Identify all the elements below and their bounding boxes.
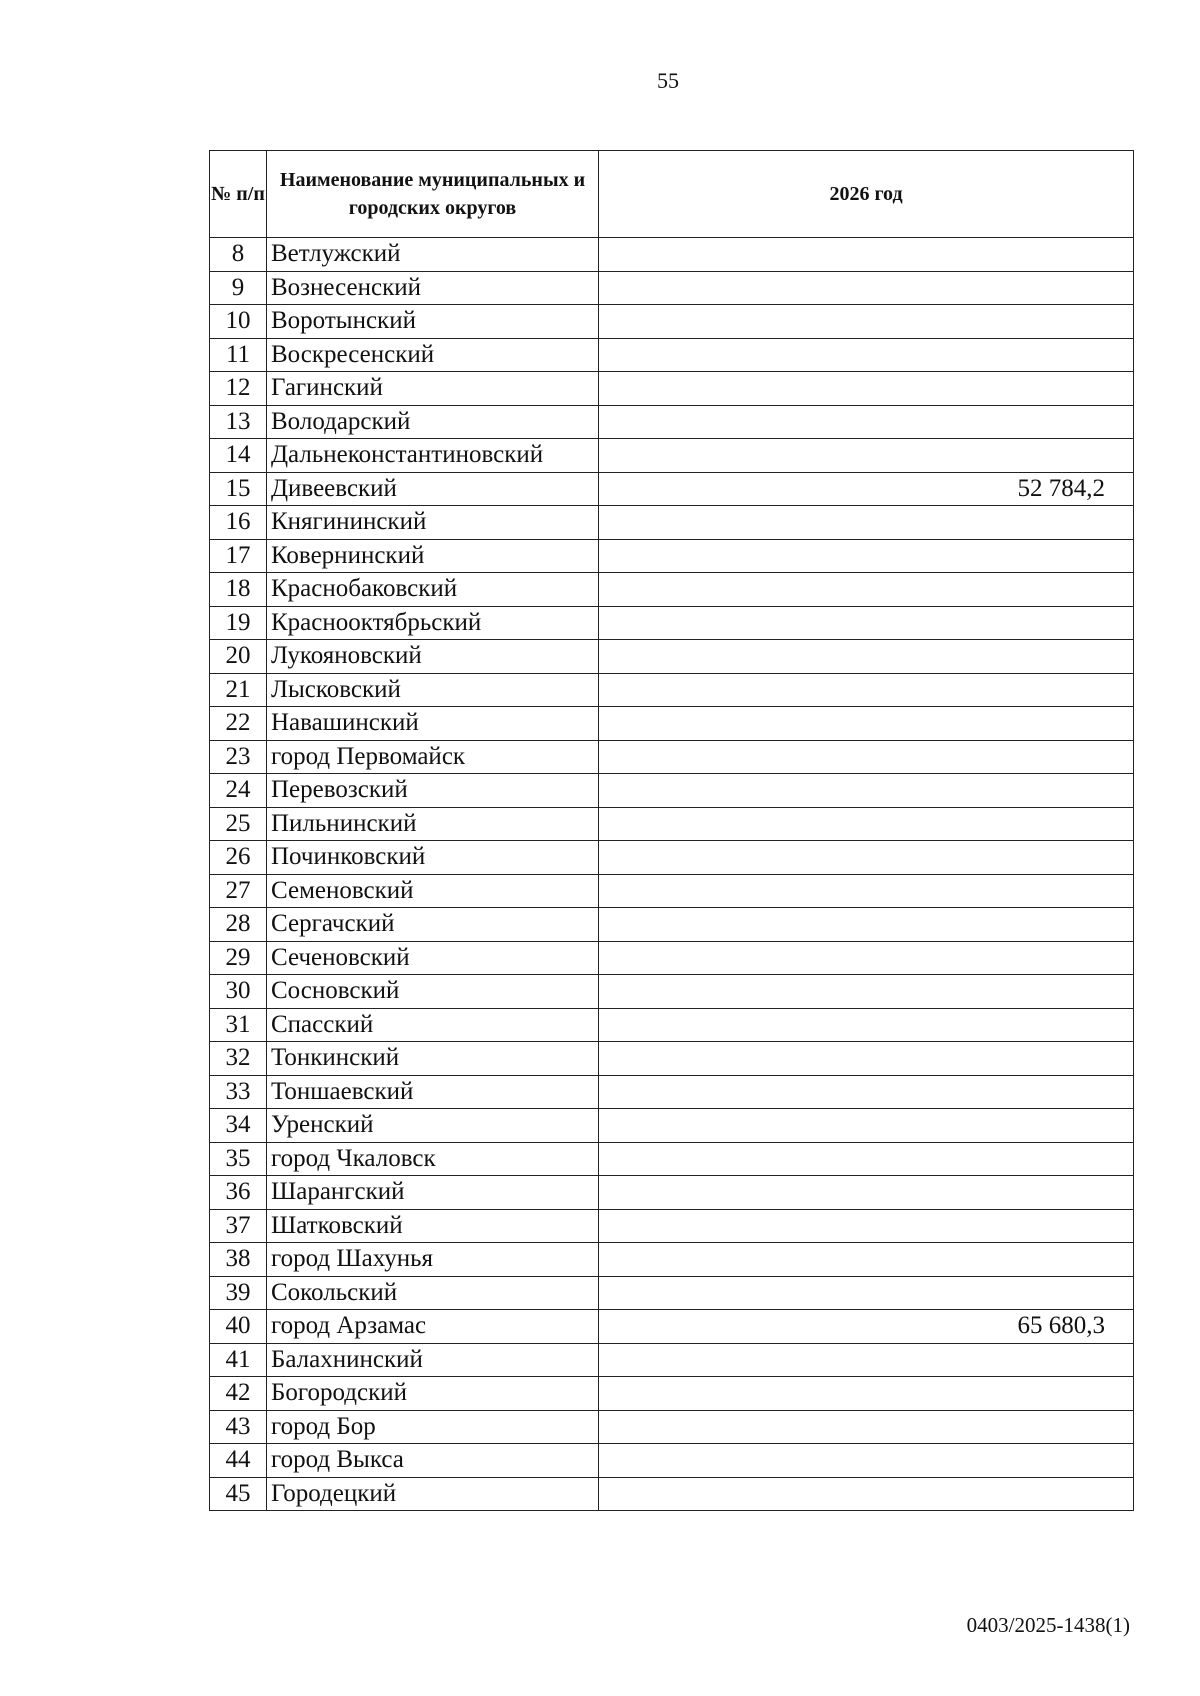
row-number: 24 xyxy=(210,774,267,808)
row-number: 27 xyxy=(210,874,267,908)
row-value xyxy=(599,1343,1134,1377)
table-row xyxy=(210,640,1134,674)
row-name: Дальнеконстантиновский xyxy=(267,439,599,473)
row-value xyxy=(599,238,1134,272)
row-number: 41 xyxy=(210,1343,267,1377)
row-number: 36 xyxy=(210,1176,267,1210)
row-value xyxy=(599,740,1134,774)
row-number: 28 xyxy=(210,908,267,942)
row-name: Княгининский xyxy=(267,506,599,540)
row-value xyxy=(599,1042,1134,1076)
row-name: Сокольский xyxy=(267,1276,599,1310)
row-value xyxy=(599,874,1134,908)
row-value xyxy=(599,707,1134,741)
row-value xyxy=(599,1377,1134,1411)
row-name: Вознесенский xyxy=(267,271,599,305)
row-name: Спасский xyxy=(267,1008,599,1042)
row-name: Гагинский xyxy=(267,372,599,406)
table-row xyxy=(210,1142,1134,1176)
table-row xyxy=(210,1209,1134,1243)
table-row xyxy=(210,1109,1134,1143)
row-name: Воротынский xyxy=(267,305,599,339)
row-name: Городецкий xyxy=(267,1477,599,1511)
row-value xyxy=(599,305,1134,339)
document-code: 0403/2025-1438(1) xyxy=(966,1613,1130,1637)
row-name: Балахнинский xyxy=(267,1343,599,1377)
row-name: город Чкаловск xyxy=(267,1142,599,1176)
table-row xyxy=(210,774,1134,808)
row-number: 13 xyxy=(210,405,267,439)
table-row xyxy=(210,1444,1134,1478)
row-number: 18 xyxy=(210,573,267,607)
table-row xyxy=(210,1310,1134,1344)
row-name: Починковский xyxy=(267,841,599,875)
row-name: Уренский xyxy=(267,1109,599,1143)
row-value xyxy=(599,1008,1134,1042)
row-number: 29 xyxy=(210,941,267,975)
row-name: Лукояновский xyxy=(267,640,599,674)
row-name: Сосновский xyxy=(267,975,599,1009)
table-header-row xyxy=(210,151,1134,238)
row-value xyxy=(599,1410,1134,1444)
row-value xyxy=(599,1209,1134,1243)
row-name: город Шахунья xyxy=(267,1243,599,1277)
row-name: Богородский xyxy=(267,1377,599,1411)
row-value xyxy=(599,807,1134,841)
row-number: 45 xyxy=(210,1477,267,1511)
table-row xyxy=(210,673,1134,707)
table-row xyxy=(210,606,1134,640)
table-row xyxy=(210,1477,1134,1511)
table-row xyxy=(210,807,1134,841)
row-number: 44 xyxy=(210,1444,267,1478)
row-number: 21 xyxy=(210,673,267,707)
row-value xyxy=(599,1276,1134,1310)
row-value xyxy=(599,841,1134,875)
row-number: 19 xyxy=(210,606,267,640)
row-name: Ветлужский xyxy=(267,238,599,272)
row-value xyxy=(599,1075,1134,1109)
table-row xyxy=(210,841,1134,875)
table-row xyxy=(210,1176,1134,1210)
table-row xyxy=(210,1243,1134,1277)
row-value xyxy=(599,573,1134,607)
row-value xyxy=(599,1109,1134,1143)
row-name: город Арзамас xyxy=(267,1310,599,1344)
row-name: Пильнинский xyxy=(267,807,599,841)
row-name: Воскресенский xyxy=(267,338,599,372)
row-value xyxy=(599,539,1134,573)
row-value xyxy=(599,1142,1134,1176)
row-number: 30 xyxy=(210,975,267,1009)
row-value xyxy=(599,338,1134,372)
header-number: № п/п xyxy=(210,151,267,238)
row-number: 11 xyxy=(210,338,267,372)
row-number: 40 xyxy=(210,1310,267,1344)
row-name: Перевозский xyxy=(267,774,599,808)
table-row xyxy=(210,305,1134,339)
row-number: 10 xyxy=(210,305,267,339)
table-row xyxy=(210,874,1134,908)
row-number: 42 xyxy=(210,1377,267,1411)
row-value xyxy=(599,439,1134,473)
row-number: 38 xyxy=(210,1243,267,1277)
row-number: 17 xyxy=(210,539,267,573)
row-name: Навашинский xyxy=(267,707,599,741)
row-name: Ковернинский xyxy=(267,539,599,573)
row-name: Володарский xyxy=(267,405,599,439)
row-value xyxy=(599,908,1134,942)
row-number: 12 xyxy=(210,372,267,406)
table-row xyxy=(210,1075,1134,1109)
table-row xyxy=(210,472,1134,506)
row-number: 25 xyxy=(210,807,267,841)
row-value xyxy=(599,405,1134,439)
table-row xyxy=(210,1276,1134,1310)
row-value xyxy=(599,640,1134,674)
row-name: Сергачский xyxy=(267,908,599,942)
row-value xyxy=(599,1444,1134,1478)
row-name: Тоншаевский xyxy=(267,1075,599,1109)
row-value: 65 680,3 xyxy=(599,1310,1134,1344)
row-name: Шатковский xyxy=(267,1209,599,1243)
table-row xyxy=(210,1042,1134,1076)
row-value xyxy=(599,271,1134,305)
table-row xyxy=(210,271,1134,305)
row-name: Краснобаковский xyxy=(267,573,599,607)
row-value xyxy=(599,1477,1134,1511)
table-row xyxy=(210,573,1134,607)
row-name: Сеченовский xyxy=(267,941,599,975)
table-row xyxy=(210,439,1134,473)
table-row xyxy=(210,1377,1134,1411)
row-name: город Первомайск xyxy=(267,740,599,774)
table-row xyxy=(210,1410,1134,1444)
row-number: 9 xyxy=(210,271,267,305)
row-number: 39 xyxy=(210,1276,267,1310)
row-number: 32 xyxy=(210,1042,267,1076)
row-number: 15 xyxy=(210,472,267,506)
table-row xyxy=(210,707,1134,741)
row-name: город Бор xyxy=(267,1410,599,1444)
row-value: 52 784,2 xyxy=(599,472,1134,506)
row-number: 16 xyxy=(210,506,267,540)
table-row xyxy=(210,539,1134,573)
row-value xyxy=(599,506,1134,540)
row-value xyxy=(599,941,1134,975)
header-name: Наименование муниципальных и городских округов xyxy=(267,151,599,238)
row-number: 26 xyxy=(210,841,267,875)
row-name: Тонкинский xyxy=(267,1042,599,1076)
row-value xyxy=(599,975,1134,1009)
municipalities-table xyxy=(209,150,1134,1511)
table-row xyxy=(210,338,1134,372)
row-name: Лысковский xyxy=(267,673,599,707)
row-name: Шарангский xyxy=(267,1176,599,1210)
row-number: 43 xyxy=(210,1410,267,1444)
table-row xyxy=(210,506,1134,540)
table-row xyxy=(210,1008,1134,1042)
row-value xyxy=(599,1243,1134,1277)
table-row xyxy=(210,372,1134,406)
table-row xyxy=(210,1343,1134,1377)
table-row xyxy=(210,238,1134,272)
row-number: 22 xyxy=(210,707,267,741)
row-number: 20 xyxy=(210,640,267,674)
table-row xyxy=(210,740,1134,774)
table-row xyxy=(210,908,1134,942)
row-value xyxy=(599,1176,1134,1210)
page-number: 55 xyxy=(657,68,679,93)
row-number: 34 xyxy=(210,1109,267,1143)
row-number: 23 xyxy=(210,740,267,774)
row-value xyxy=(599,673,1134,707)
row-name: Краснооктябрьский xyxy=(267,606,599,640)
row-number: 8 xyxy=(210,238,267,272)
row-value xyxy=(599,606,1134,640)
row-value xyxy=(599,372,1134,406)
row-value xyxy=(599,774,1134,808)
table-row xyxy=(210,941,1134,975)
row-number: 33 xyxy=(210,1075,267,1109)
row-number: 31 xyxy=(210,1008,267,1042)
table-row xyxy=(210,975,1134,1009)
row-number: 35 xyxy=(210,1142,267,1176)
row-name: Семеновский xyxy=(267,874,599,908)
row-name: город Выкса xyxy=(267,1444,599,1478)
row-name: Дивеевский xyxy=(267,472,599,506)
row-number: 37 xyxy=(210,1209,267,1243)
row-number: 14 xyxy=(210,439,267,473)
table-row xyxy=(210,405,1134,439)
header-year: 2026 год xyxy=(599,151,1134,238)
